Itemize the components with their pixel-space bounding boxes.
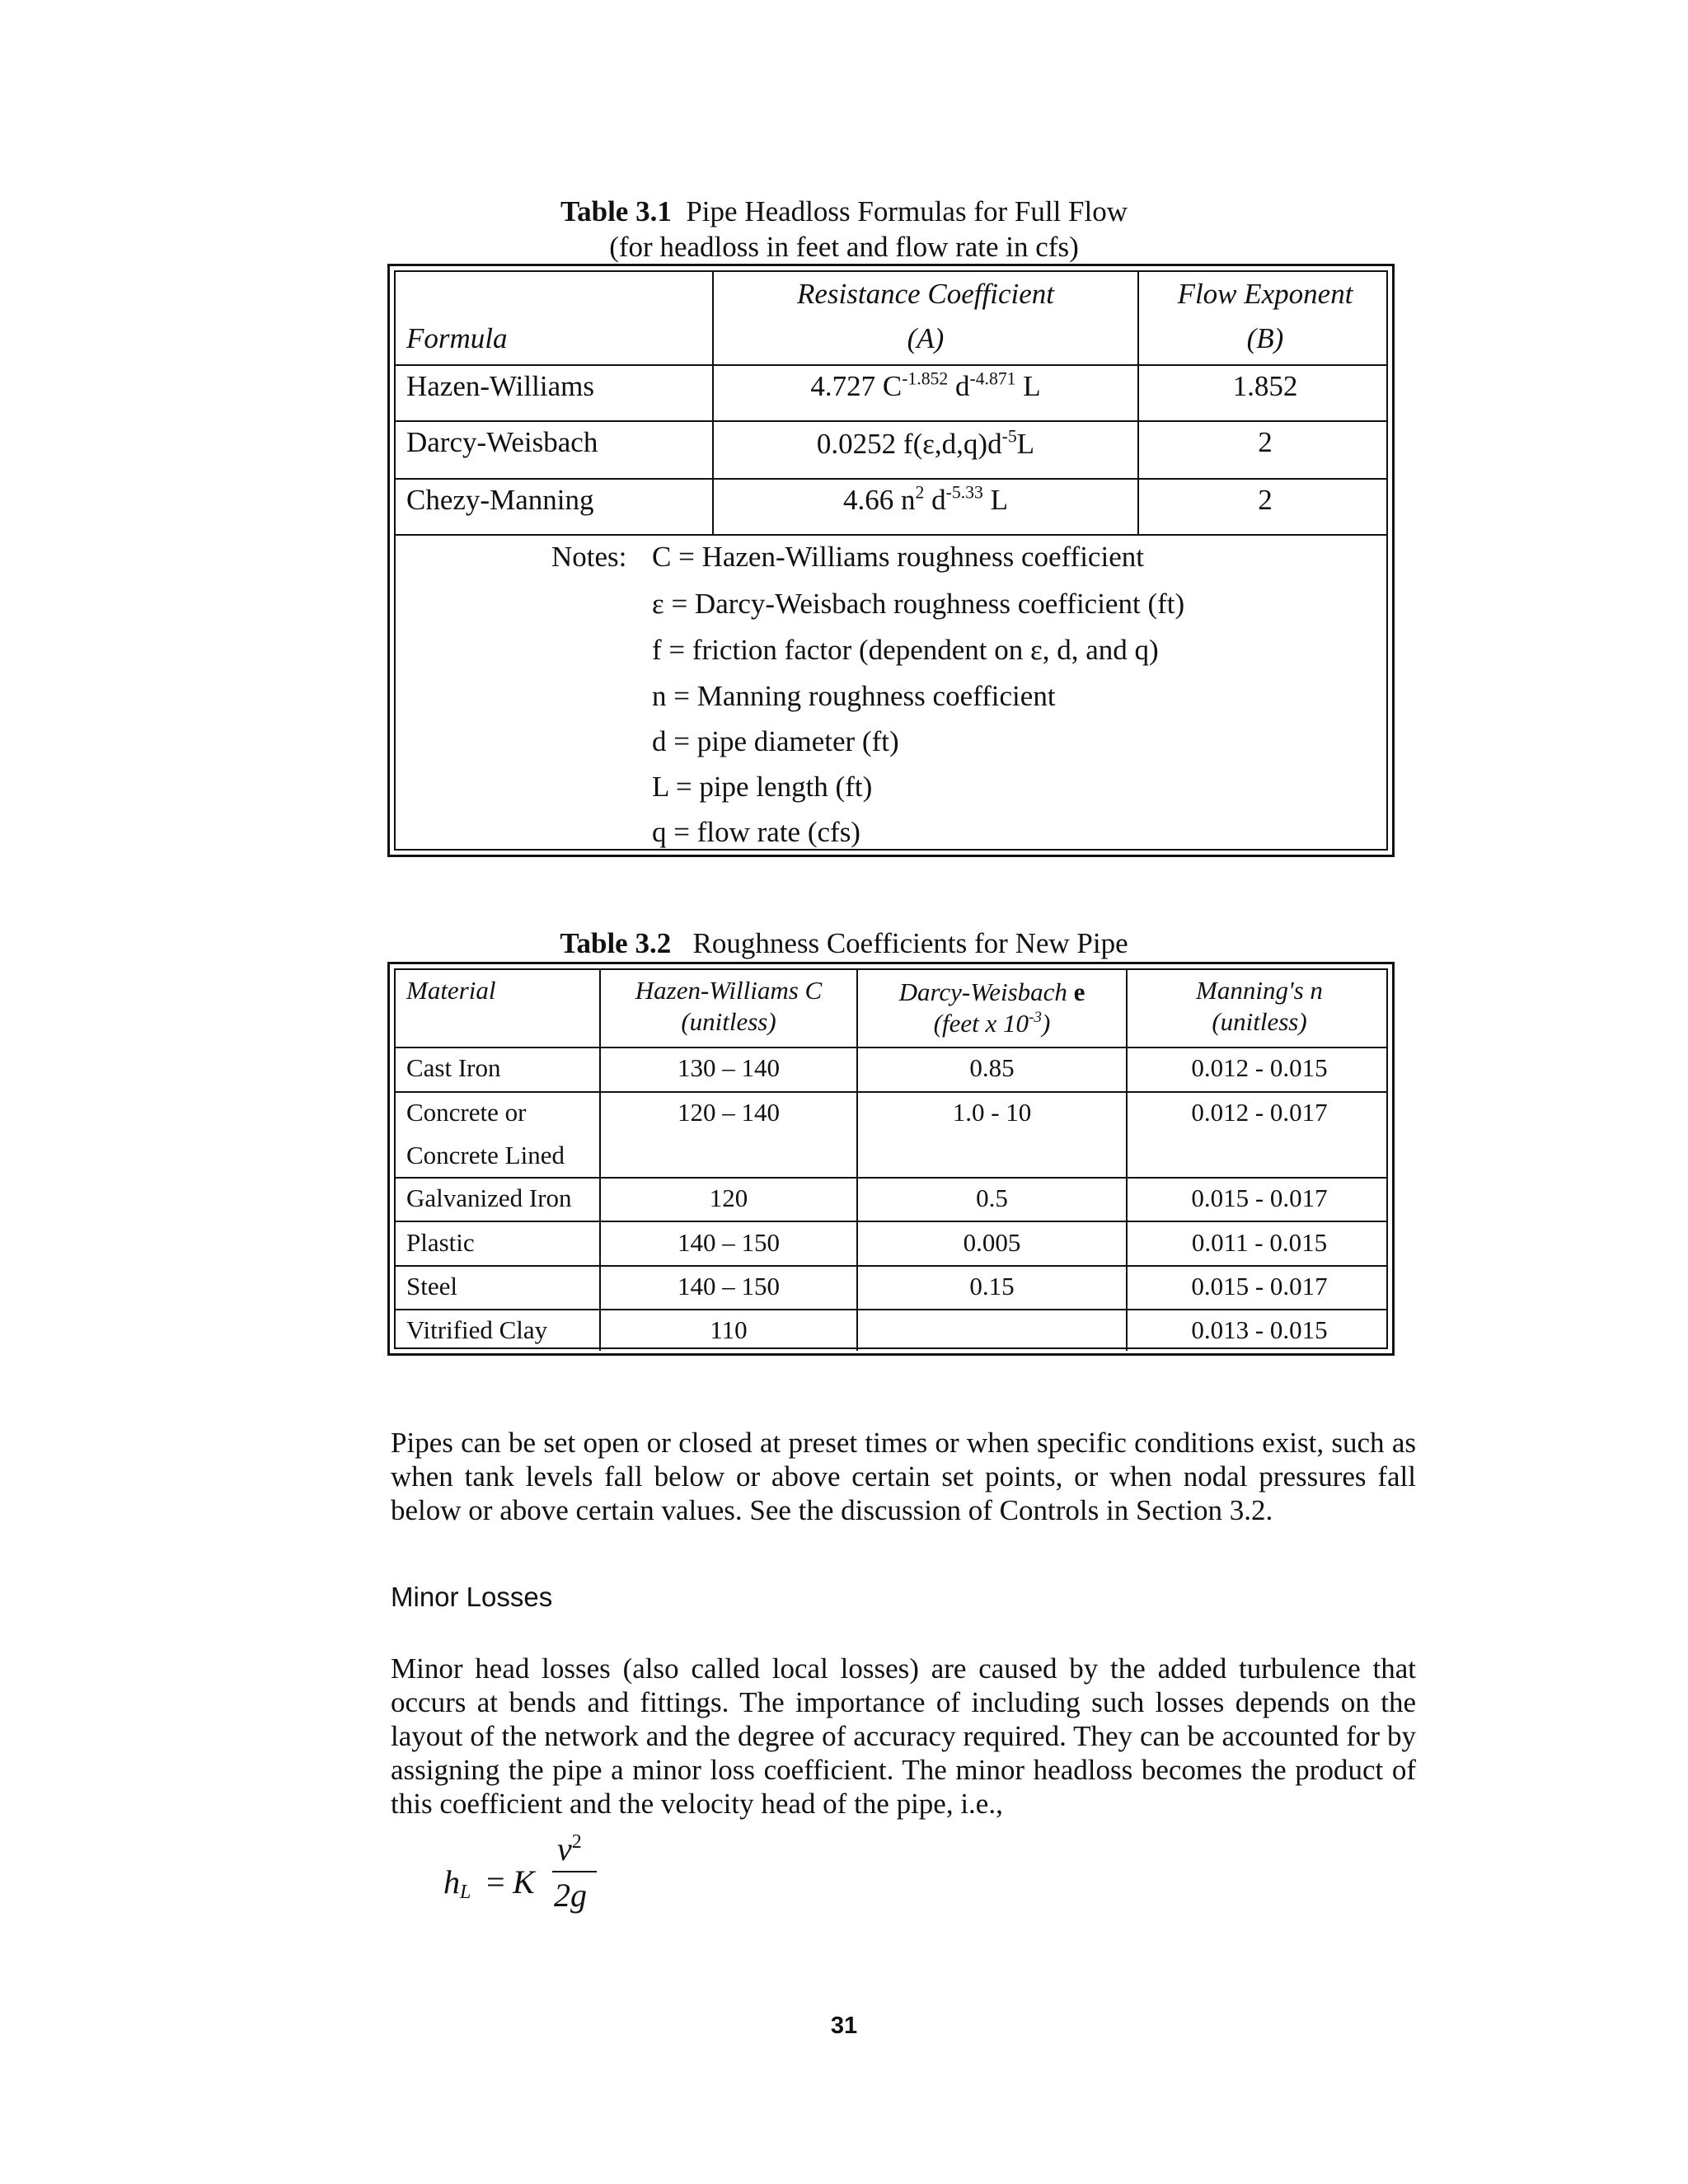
table2-header-manning-unit: (unitless) — [1212, 1007, 1307, 1036]
table2-header-dw-unit: (feet x $10^{-3}$) — [933, 1009, 1051, 1038]
table1-header-resistance: Resistance Coefficient — [797, 278, 1054, 310]
table1-header-exponent: Flow Exponent — [1177, 278, 1353, 310]
table2-row4-material: Plastic — [406, 1228, 475, 1257]
table1-row3-coefficient: 4.66 $n^2$ $d^{-5.33}$ L — [843, 482, 1008, 516]
table1-row3-exponent: 2 — [1258, 484, 1273, 516]
table1-header-exponent-symbol: (B) — [1246, 322, 1284, 354]
table1-row3-formula: Chezy-Manning — [406, 484, 594, 516]
table1-header-formula: Formula — [406, 322, 508, 354]
table2-row1-hw: 130 – 140 — [678, 1053, 780, 1082]
table2-row3-hw: 120 — [709, 1183, 748, 1212]
table1 — [387, 264, 1395, 857]
table2-header-manning: Manning's n — [1196, 976, 1323, 1005]
table2-row6-manning: 0.013 - 0.015 — [1191, 1315, 1328, 1344]
table2-header-hw-unit: (unitless) — [681, 1007, 776, 1036]
table2-row1-manning: 0.012 - 0.015 — [1191, 1053, 1328, 1082]
table2-row5-dw: 0.15 — [969, 1272, 1015, 1301]
table1-note-6: L = pipe length (ft) — [652, 771, 873, 803]
heading-minor-losses: Minor Losses — [391, 1582, 553, 1612]
table2-row4-dw: 0.005 — [963, 1228, 1021, 1257]
paragraph-controls: Pipes can be set open or closed at preset times or when specific conditions exist, such as when tank levels fall below or above certain set points, or when nodal pressures fall below or above certain values. See the discussion of Controls in Section 3.2. — [391, 1427, 1416, 1526]
table2-row4-hw: 140 – 150 — [678, 1228, 780, 1257]
table1-note-5: d = pipe diameter (ft) — [652, 725, 899, 757]
table1-caption-title: Pipe Headloss Formulas for Full Flow — [686, 195, 1128, 227]
table1-header-resistance-symbol: (A) — [907, 322, 945, 354]
equation-minor-headloss — [443, 1830, 608, 1920]
table2-row3-manning: 0.015 - 0.017 — [1191, 1183, 1328, 1212]
table2-row5-material: Steel — [406, 1272, 457, 1301]
page-number: 31 — [830, 2013, 858, 2039]
table2-row2-manning: 0.012 - 0.017 — [1191, 1098, 1328, 1127]
equation-lhs: $h_L$ — [443, 1863, 471, 1903]
table1-row1-formula: Hazen-Williams — [406, 370, 594, 402]
table2-caption-title: Roughness Coefficients for New Pipe — [692, 927, 1128, 959]
table2-caption-label: Table 3.2 — [560, 927, 672, 959]
table2-row3-material: Galvanized Iron — [406, 1183, 572, 1212]
table1-row2-exponent: 2 — [1258, 426, 1273, 458]
table2-header-hw: Hazen-Williams C — [635, 976, 823, 1005]
equation-equals: = — [486, 1863, 505, 1900]
table2-row2-hw: 120 – 140 — [678, 1098, 780, 1127]
equation-numerator: $v^2$ — [557, 1830, 582, 1868]
table2-header-dw: Darcy-Weisbach e — [898, 977, 1085, 1006]
table1-caption — [0, 194, 1688, 229]
table1-row1-exponent: 1.852 — [1232, 370, 1298, 402]
table1-note-3: f = friction factor (dependent on ε, d, and q) — [652, 634, 1159, 666]
table2-header-material: Material — [406, 976, 496, 1005]
table2-row2-material: Concrete or — [406, 1098, 527, 1127]
table2-row4-manning: 0.011 - 0.015 — [1191, 1228, 1328, 1257]
table1-note-7: q = flow rate (cfs) — [652, 816, 860, 848]
table2-row3-dw: 0.5 — [976, 1183, 1008, 1212]
table2-row1-dw: 0.85 — [969, 1053, 1015, 1082]
equation-k: K — [513, 1863, 535, 1900]
table2-row6-hw: 110 — [710, 1315, 748, 1344]
table1-caption-label: Table 3.1 — [560, 195, 672, 227]
table1-notes-label: Notes: — [551, 541, 627, 573]
table2-row2-dw: 1.0 - 10 — [952, 1098, 1032, 1127]
table2-row5-manning: 0.015 - 0.017 — [1191, 1272, 1328, 1301]
table2-row1-material: Cast Iron — [406, 1053, 501, 1082]
table2-row5-hw: 140 – 150 — [678, 1272, 780, 1301]
table2-row6-material: Vitrified Clay — [406, 1315, 548, 1344]
table2 — [387, 962, 1395, 1356]
equation-denominator: 2g — [554, 1877, 587, 1914]
paragraph-minor-losses: Minor head losses (also called local losses) are caused by the added turbulence that occurs at bends and fittings. The importance of including such losses depends on the layout of the network and the degree of accuracy required. They can be accounted for by assigning the pipe a minor loss coefficient. The minor headloss becomes the product of this coefficient and the velocity head of the pipe, i.e., — [391, 1652, 1416, 1820]
table1-caption-sub: (for headloss in feet and flow rate in cfs) — [609, 231, 1079, 263]
table1-row2-formula: Darcy-Weisbach — [406, 426, 598, 458]
table1-note-2: ε = Darcy-Weisbach roughness coefficient (ft) — [652, 588, 1185, 620]
table2-row2-material-line2: Concrete Lined — [406, 1141, 565, 1169]
table1-note-1: C = Hazen-Williams roughness coefficient — [652, 541, 1144, 573]
table1-note-4: n = Manning roughness coefficient — [652, 680, 1056, 712]
table1-row1-coefficient: 4.727 $C^{-1.852}$ $d^{-4.871}$ L — [810, 368, 1041, 402]
table1-row2-coefficient: 0.0252 $f(\varepsilon,d,q)d^{-5}L$ — [816, 426, 1035, 460]
equation-fraction-bar — [552, 1871, 597, 1872]
table2-caption — [0, 926, 1688, 961]
